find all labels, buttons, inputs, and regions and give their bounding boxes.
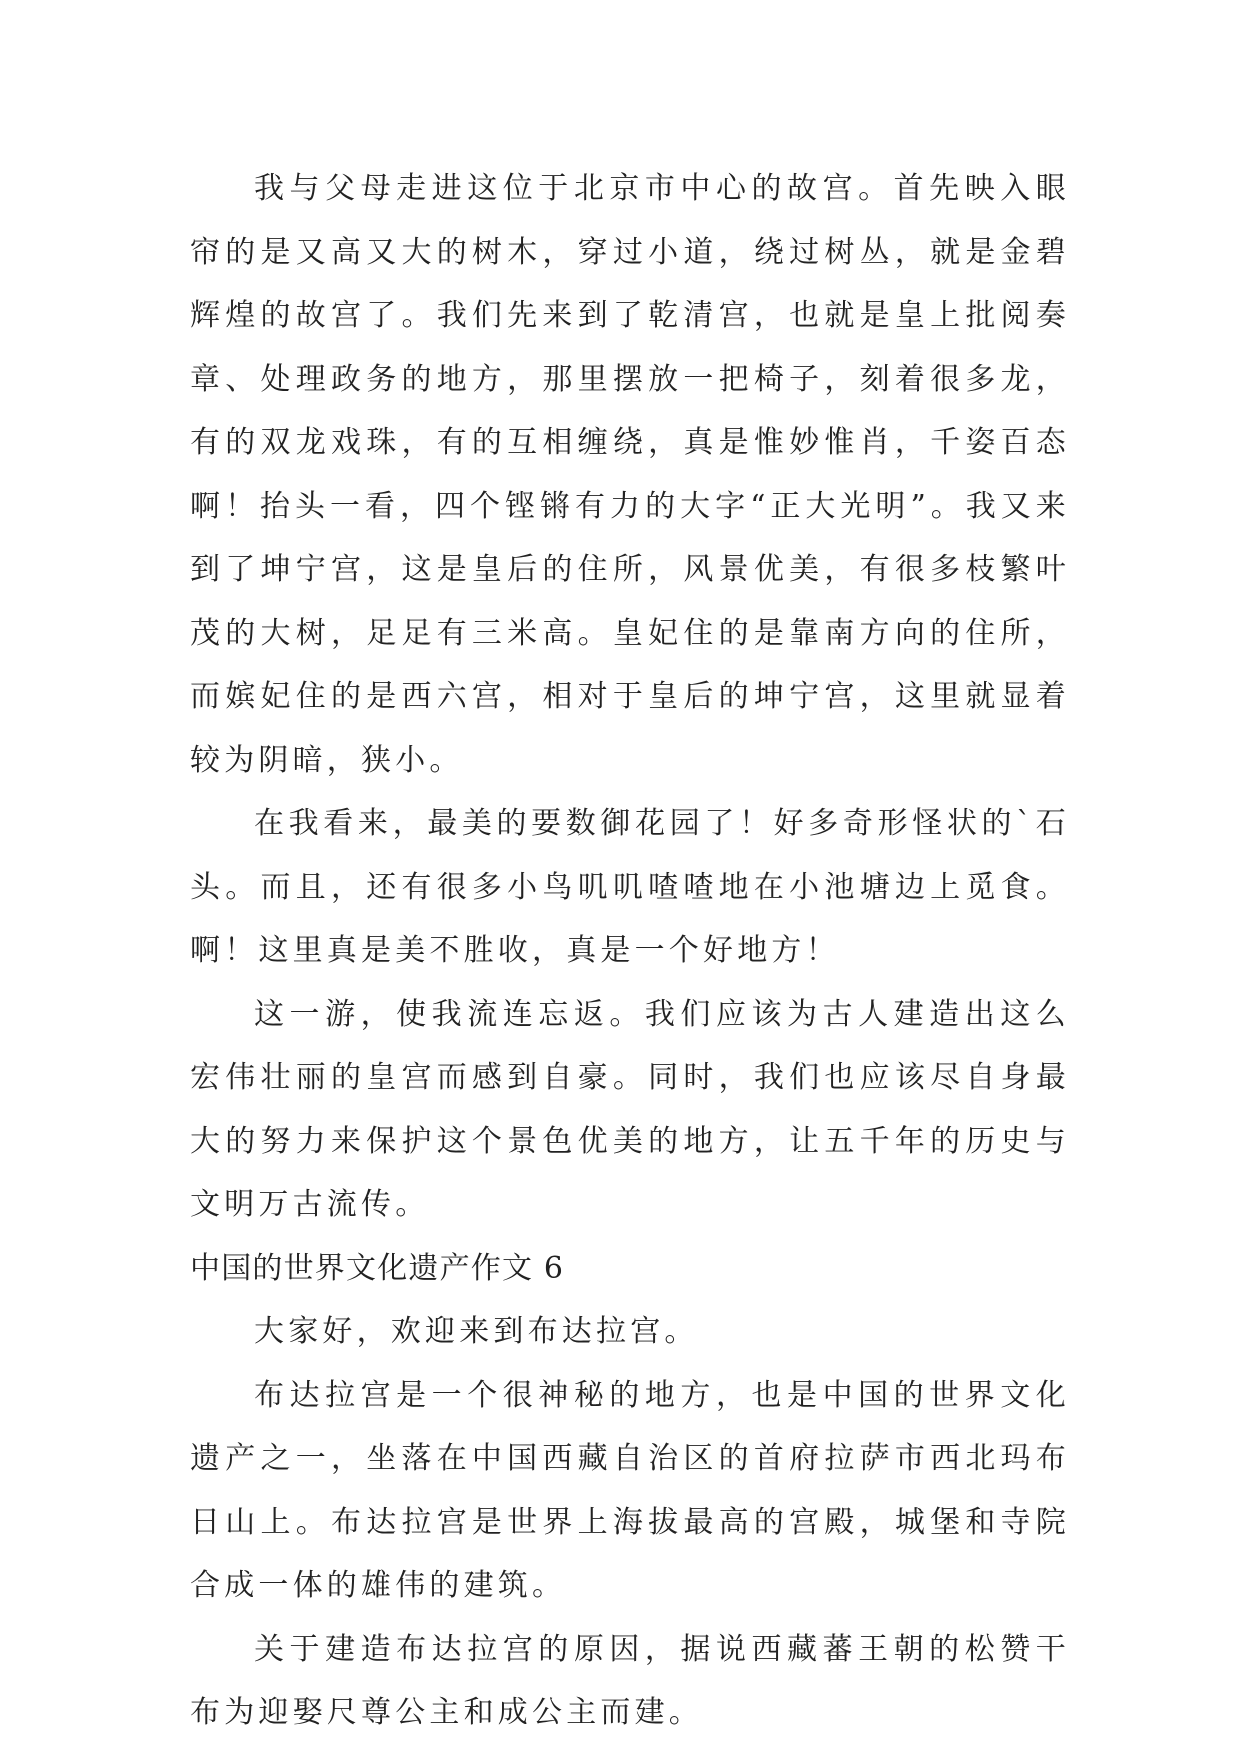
paragraph-potala-origin: 关于建造布达拉宫的原因，据说西藏蕃王朝的松赞干布为迎娶尺尊公主和成公主而建。 [190, 1631, 1070, 1730]
paragraph-welcome: 大家好，欢迎来到布达拉宫。 [254, 1314, 699, 1349]
document-page [190, 157, 1070, 1745]
paragraph-forbidden-city-visit: 我与父母走进这位于北京市中心的故宫。首先映入眼帘的是又高又大的树木，穿过小道，绕过树丛，就是金碧辉煌的故宫了。我们先来到了乾清宫，也就是皇上批阅奏章、处理政务的地方，那里摆放一把椅子，刻着很多龙，有的双龙戏珠，有的互相缠绕，真是惟妙惟肖，千姿百态啊！抬头一看，四个铿锵有力的大字“正大光明”。我又来到了坤宁宫，这是皇后的住所，风景优美，有很多枝繁叶茂的大树，足足有三米高。皇妃住的是靠南方向的住所，而嫔妃住的是西六宫，相对于皇后的坤宁宫，这里就显着较为阴暗，狭小。 [190, 171, 1070, 778]
paragraph-imperial-garden: 在我看来，最美的要数御花园了！好多奇形怪状的`石头。而且，还有很多小鸟叽叽喳喳地在小池塘边上觅食。啊！这里真是美不胜收，真是一个好地方！ [190, 806, 1070, 968]
paragraph-potala-intro: 布达拉宫是一个很神秘的地方，也是中国的世界文化遗产之一，坐落在中国西藏自治区的首府拉萨市西北玛布日山上。布达拉宫是世界上海拔最高的宫殿，城堡和寺院合成一体的雄伟的建筑。 [190, 1377, 1070, 1603]
paragraph-conclusion: 这一游，使我流连忘返。我们应该为古人建造出这么宏伟壮丽的皇宫而感到自豪。同时，我们也应该尽自身最大的努力来保护这个景色优美的地方，让五千年的历史与文明万古流传。 [190, 996, 1070, 1222]
essay-heading: 中国的世界文化遗产作文 6 [190, 1250, 565, 1286]
